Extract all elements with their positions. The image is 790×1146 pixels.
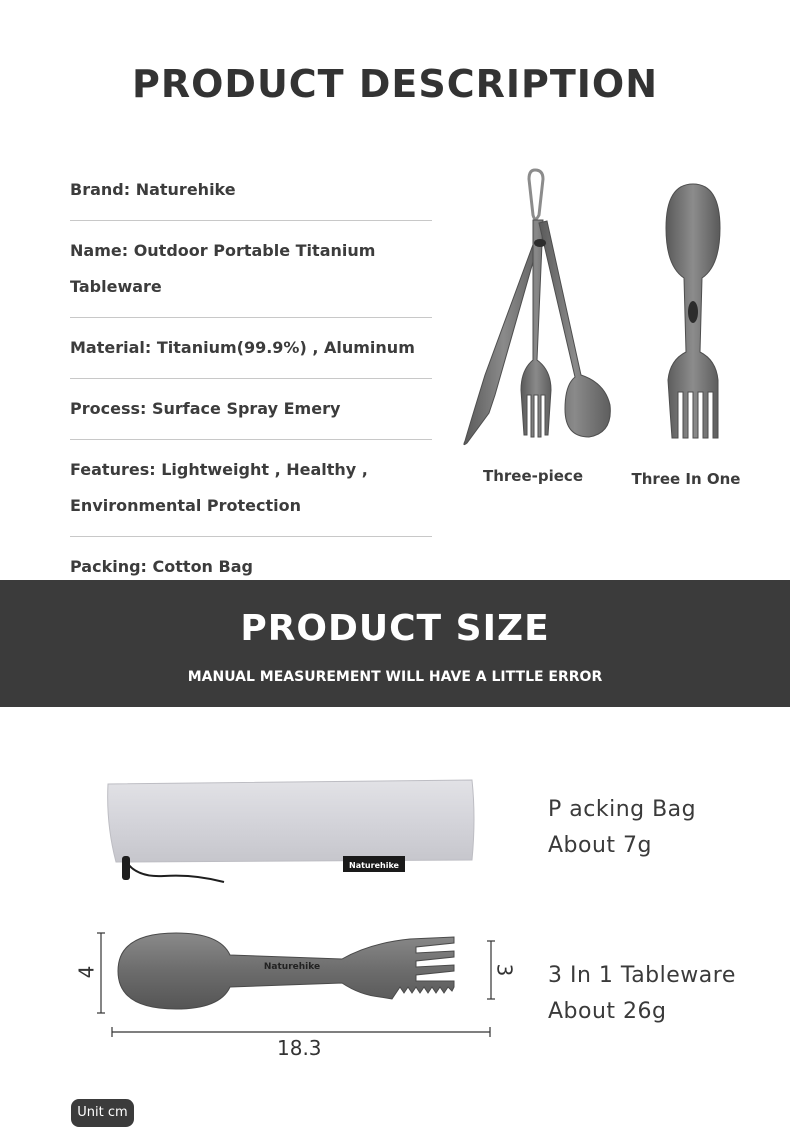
spec-value: Naturehike	[135, 180, 236, 199]
tableware-name: 3 In 1 Tableware	[548, 963, 736, 988]
packing-bag-image	[104, 778, 479, 898]
caption-three-in-one: Three In One	[631, 470, 741, 488]
spork-dimension-image	[80, 925, 520, 1045]
spec-value: Surface Spray Emery	[151, 399, 341, 418]
spec-label: Name:	[70, 241, 129, 260]
packing-bag-name: P acking Bag	[548, 797, 697, 822]
caption-three-piece: Three-piece	[483, 467, 583, 485]
spec-brand	[70, 160, 432, 221]
product-size-band	[0, 580, 790, 707]
spec-features	[70, 440, 432, 537]
three-piece-set-image	[455, 165, 625, 450]
spec-label: Process:	[70, 399, 147, 418]
measurement-note: MANUAL MEASUREMENT WILL HAVE A LITTLE ERROR	[187, 669, 603, 685]
tableware-label	[548, 958, 736, 1030]
brand-logo-icon	[688, 301, 698, 323]
spec-value: Titanium(99.9%) , Aluminum	[156, 338, 415, 357]
spec-name	[70, 221, 432, 318]
dimension-length: 18.3	[277, 1036, 322, 1060]
spec-label: Packing:	[70, 557, 147, 576]
spork-brand-text: Naturehike	[263, 962, 321, 972]
brand-tag-label: Naturehike	[349, 861, 399, 870]
spec-value: Lightweight , Healthy , Environmental Protection	[70, 460, 368, 515]
spec-label: Material:	[70, 338, 152, 357]
spec-material	[70, 318, 432, 379]
product-description-title: PRODUCT DESCRIPTION	[131, 62, 659, 106]
dimension-width: 4	[74, 965, 99, 979]
spec-process	[70, 379, 432, 440]
spec-label: Features:	[70, 460, 156, 479]
tableware-weight: About 26g	[548, 999, 667, 1024]
brand-logo-icon	[534, 239, 546, 247]
spec-label: Brand:	[70, 180, 131, 199]
spec-value: Outdoor Portable Titanium Tableware	[70, 241, 376, 296]
dimension-fork-width: 3	[492, 963, 517, 977]
product-size-title: PRODUCT SIZE	[240, 608, 550, 649]
spec-value: Cotton Bag	[152, 557, 253, 576]
three-in-one-spork-image	[658, 180, 728, 442]
carabiner-icon	[529, 170, 543, 219]
unit-badge: Unit cm	[71, 1099, 134, 1127]
packing-bag-label	[548, 792, 696, 864]
spec-list	[70, 160, 432, 597]
cord-lock-icon	[122, 856, 130, 880]
bag-body-icon	[108, 780, 474, 862]
packing-bag-weight: About 7g	[548, 833, 652, 858]
